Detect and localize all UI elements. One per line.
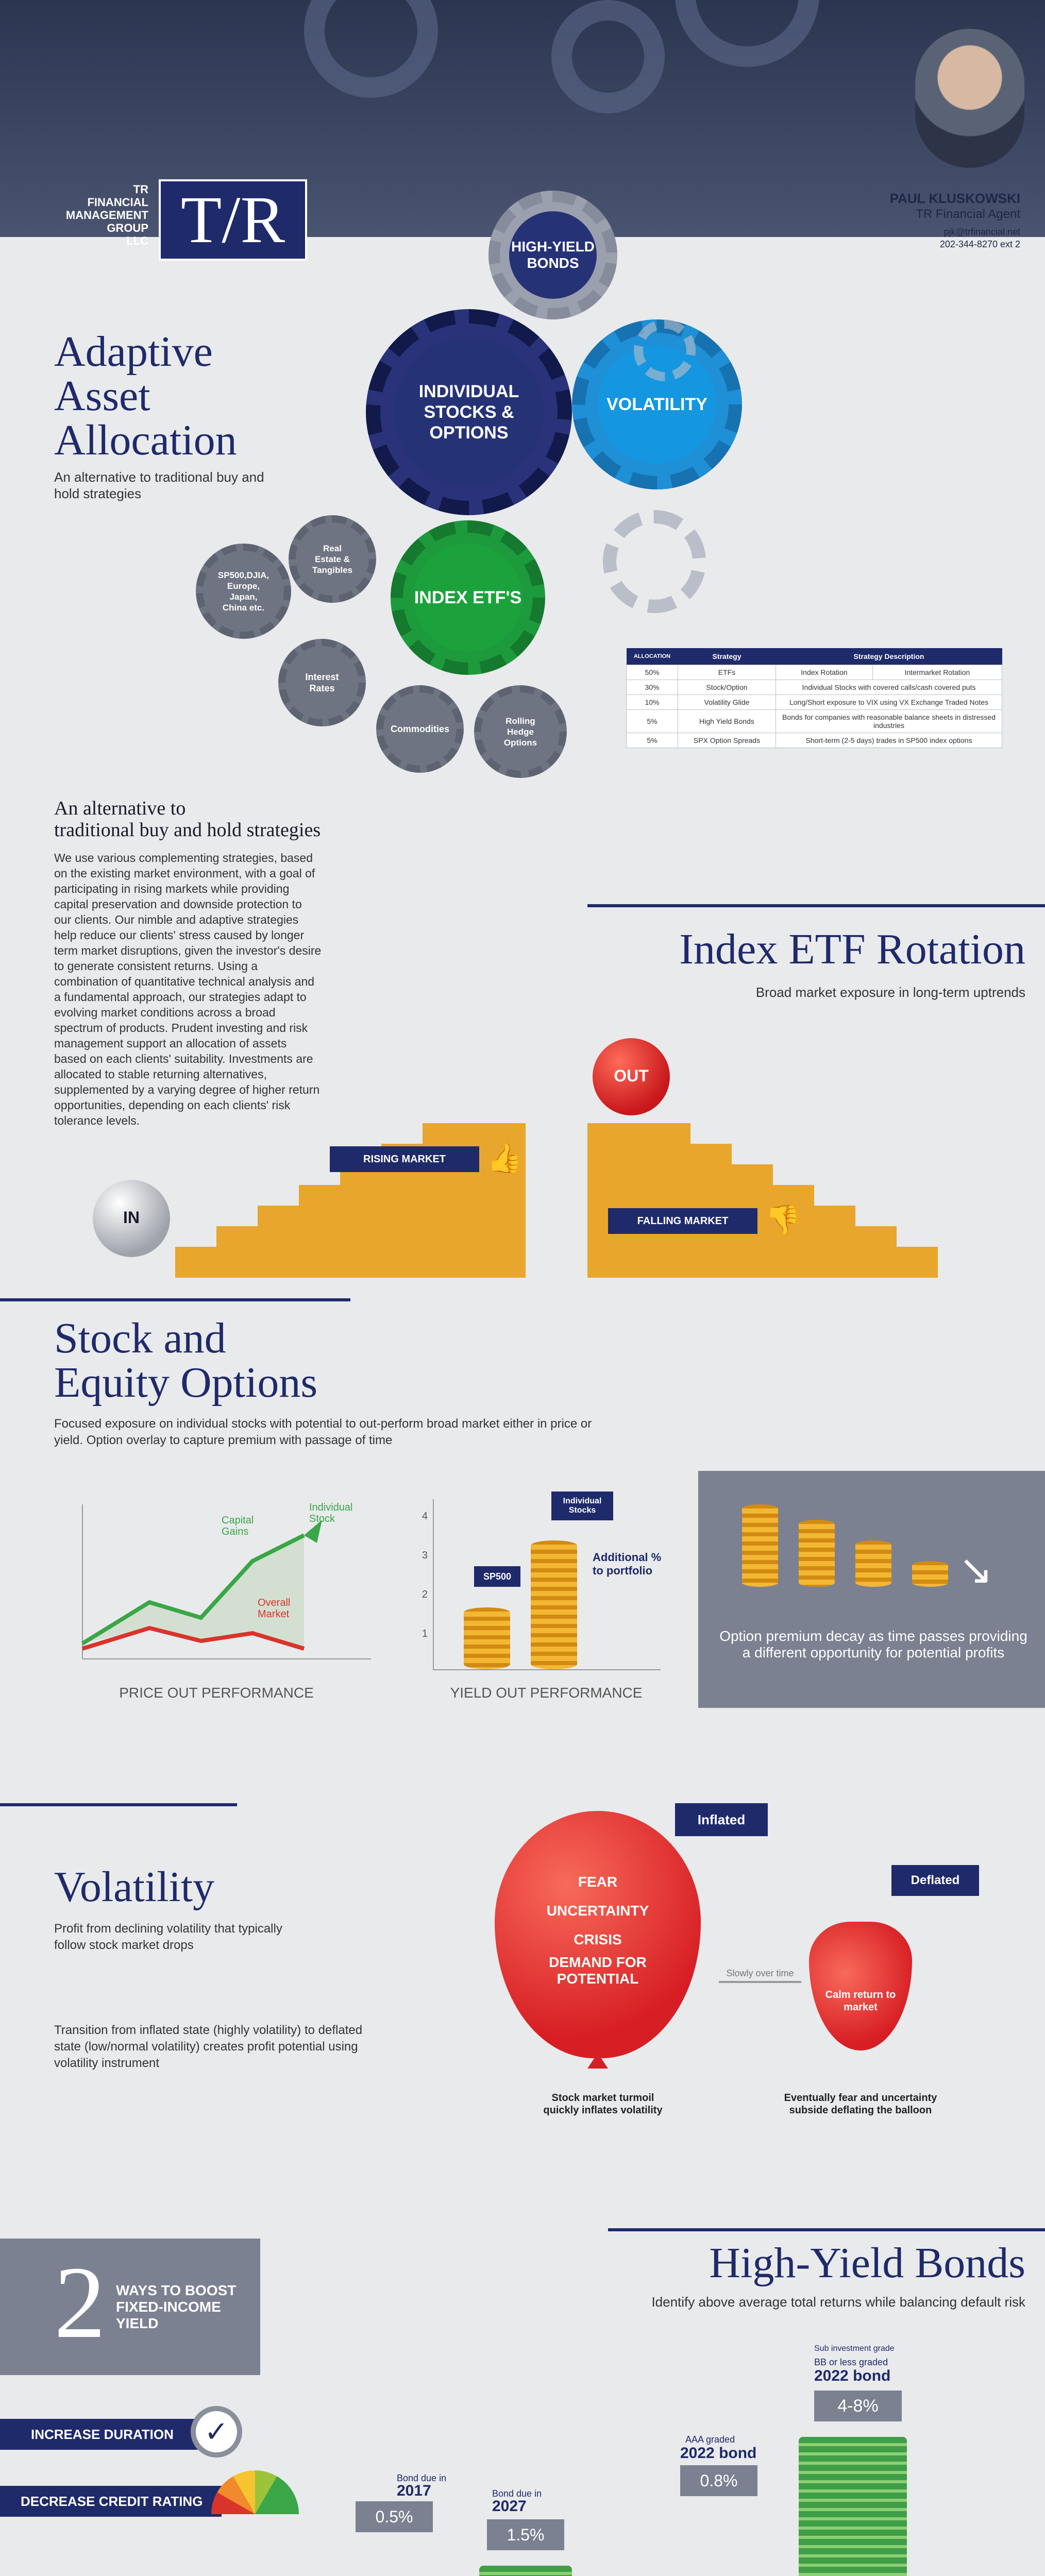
bond-2017-small: Bond due in	[397, 2473, 447, 2483]
junk-bond: 2022 bond	[814, 2367, 891, 2384]
bonds-title: High-Yield Bonds	[709, 2239, 1025, 2287]
increase-duration-label: INCREASE DURATION	[0, 2419, 201, 2450]
aaa-bond: 2022 bond	[680, 2445, 757, 2462]
table-row: 10% Volatility Glide Long/Short exposure to VIX using VX Exchange Traded Notes	[627, 695, 1002, 710]
yield-performance-caption: YIELD OUT PERFORMANCE	[450, 1685, 643, 1701]
overall-market-label: Overall Market	[258, 1597, 291, 1620]
out-label: OUT	[614, 1066, 649, 1085]
company-line: TR	[133, 183, 148, 196]
decrease-credit-label: DECREASE CREDIT RATING	[0, 2486, 222, 2517]
stopwatch-check-icon: ✓	[191, 2406, 242, 2458]
capital-gains-label: Capital Gains	[222, 1515, 254, 1537]
individual-label: INDIVIDUAL STOCKS & OPTIONS	[394, 337, 544, 487]
intro-title	[54, 330, 237, 463]
ways-text: WAYS TO BOOST FIXED-INCOME YIELD	[116, 2282, 237, 2331]
gear-rolling-hedge: Rolling Hedge Options	[474, 685, 567, 778]
bond-2017: 2017	[397, 2482, 431, 2499]
volatility-transition: Transition from inflated state (highly volatility) to deflated state (low/normal volatility) creates profit potential using volatility instrument	[54, 2023, 363, 2070]
agent-phone: 202-344-8270 ext 2	[939, 239, 1020, 249]
gear-small-outline	[603, 510, 706, 613]
title-line: Adaptive	[54, 328, 213, 376]
aaa-rate: 0.8%	[680, 2465, 757, 2496]
bonds-divider	[608, 2228, 1045, 2231]
individual-stock-label: Individual Stock	[309, 1502, 353, 1524]
bond-2027: 2027	[492, 2498, 527, 2515]
bond-2027-rate: 1.5%	[487, 2519, 564, 2550]
falling-stairs	[587, 1123, 938, 1278]
gear-small-outline	[634, 319, 696, 381]
aaa-small: AAA graded	[685, 2434, 735, 2445]
agent-title: TR Financial Agent	[916, 207, 1020, 221]
volatility-caption-1: Stock market turmoil quickly inflates volatility	[543, 2092, 663, 2116]
table-header: ALLOCATION	[627, 648, 678, 665]
table-header: Strategy	[678, 648, 776, 665]
gear-commodities: Commodities	[376, 685, 464, 773]
thumbs-down-icon: 👎	[765, 1204, 801, 1236]
junk-rate: 4-8%	[814, 2391, 902, 2421]
table-row: 5% High Yield Bonds Bonds for companies with reasonable balance sheets in distressed industries	[627, 710, 1002, 733]
volatility-subtitle: Profit from declining volatility that typically follow stock market drops	[54, 1922, 282, 1952]
inflated-balloon-knot	[587, 2053, 608, 2069]
coin-stack-sp500	[464, 1607, 510, 1669]
ways-number: 2	[54, 2246, 106, 2360]
decay-arrow-icon: ↘	[958, 1547, 993, 1592]
gear-real-estate: Real Estate & Tangibles	[289, 515, 376, 603]
deflated-balloon	[809, 1922, 912, 2050]
deflated-label: Deflated	[891, 1865, 979, 1896]
junk-small-1: Sub investment grade	[814, 2344, 895, 2353]
bond-2017-rate: 0.5%	[356, 2501, 433, 2532]
company-line: LLC	[126, 234, 148, 247]
index-etf-divider	[587, 904, 1045, 907]
coin-stack-individual	[531, 1540, 577, 1669]
company-line: MANAGEMENT	[65, 209, 148, 222]
sp500-label: SP500	[474, 1566, 520, 1587]
company-line: GROUP	[107, 222, 148, 234]
balloon-words: FEAR UNCERTAINTY CRISIS DEMAND FOR POTENTIAL	[546, 1874, 649, 1987]
calm-return-label: Calm return to market	[825, 1989, 896, 2013]
falling-market-label: FALLING MARKET	[608, 1208, 757, 1234]
money-stack	[479, 2566, 572, 2576]
additional-percent-label: Additional % to portfolio	[593, 1551, 662, 1577]
in-label: IN	[123, 1208, 140, 1227]
table-row: 50% ETFs Index Rotation Intermarket Rotation	[627, 665, 1002, 680]
allocation-table	[626, 648, 1002, 748]
volatility-divider	[0, 1803, 237, 1806]
table-row: 30% Stock/Option Individual Stocks with covered calls/cash covered puts	[627, 680, 1002, 695]
agent-name: PAUL KLUSKOWSKI	[889, 191, 1020, 206]
gear-sp500: SP500,DJIA, Europe, Japan, China etc.	[196, 544, 291, 639]
intro-subtitle: An alternative to traditional buy and hold strategies	[54, 469, 264, 501]
inflated-label: Inflated	[675, 1803, 768, 1836]
gear-high-yield	[488, 191, 617, 319]
stock-subtitle: Focused exposure on individual stocks with potential to out-perform broad market either in price or yield. Option overlay to capture premium with passage of time	[54, 1417, 592, 1447]
table-header: Strategy Description	[776, 648, 1002, 665]
title-line: Allocation	[54, 416, 237, 464]
slowly-over-time-label: Slowly over time	[726, 1968, 794, 1978]
money-stack-tall	[799, 2437, 907, 2576]
index-label: INDEX ETF'S	[414, 544, 522, 652]
price-performance-caption: PRICE OUT PERFORMANCE	[119, 1685, 314, 1701]
alt-heading: An alternative to traditional buy and hold strategies	[54, 798, 321, 841]
title-line: Asset	[54, 372, 150, 420]
option-decay-text: Option premium decay as time passes providing a different opportunity for potential profits	[719, 1628, 1027, 1660]
volatility-caption-2: Eventually fear and uncertainty subside deflating the balloon	[784, 2092, 937, 2116]
gear-individual-stocks	[366, 309, 572, 515]
alt-body: We use various complementing strategies, based on the existing market environment, with a goal of participating in rising markets while providing capital preservation and downside protection to our clients. Our nimble and adaptive strategies help reduce our clients' stress caused by longer term market disruptions, given the investor's desire to generate consistent returns. Using a combination of quantitative technical analysis and a fundamental approach, our strategies adapt to evolving market conditions across a broad spectrum of products. Prudent investing and risk management support an allocation of assets based on each clients' suitability. Investments are allocated to stable returning alternatives, supplemented by a varying degree of higher return opportunities, depending on each clients' risk tolerance levels.	[54, 851, 322, 1127]
agent-email[interactable]: pjk@trfinancial.net	[943, 227, 1020, 237]
bond-2027-small: Bond due in	[492, 2488, 542, 2499]
high-yield-label: HIGH-YIELD BONDS	[509, 211, 597, 299]
volatility-title: Volatility	[54, 1863, 215, 1911]
bonds-subtitle: Identify above average total returns while balancing default risk	[651, 2294, 1025, 2310]
yield-ticks: 4 3 2 1	[422, 1511, 428, 1639]
thumbs-up-icon: 👍	[487, 1142, 523, 1174]
index-etf-title: Index ETF Rotation	[679, 925, 1025, 973]
stock-title: Stock and Equity Options	[54, 1314, 318, 1406]
individual-stocks-label: Individual Stocks	[551, 1492, 613, 1520]
arrow-right-icon	[719, 1981, 801, 1983]
volatility-label: VOLATILITY	[598, 345, 716, 464]
gear-interest: Interest Rates	[278, 639, 366, 726]
junk-small-2: BB or less graded	[814, 2357, 888, 2367]
index-etf-subtitle: Broad market exposure in long-term uptrends	[755, 985, 1025, 1000]
gear-index-etf	[391, 520, 545, 675]
company-name-block	[61, 183, 148, 247]
company-line: FINANCIAL	[87, 196, 148, 209]
table-row: 5% SPX Option Spreads Short-term (2-5 days) trades in SP500 index options	[627, 733, 1002, 748]
credit-gauge-icon	[211, 2470, 299, 2514]
rising-market-label: RISING MARKET	[330, 1146, 479, 1172]
logo: T/R	[159, 179, 307, 261]
stock-divider	[0, 1298, 350, 1301]
agent-photo	[915, 29, 1024, 168]
